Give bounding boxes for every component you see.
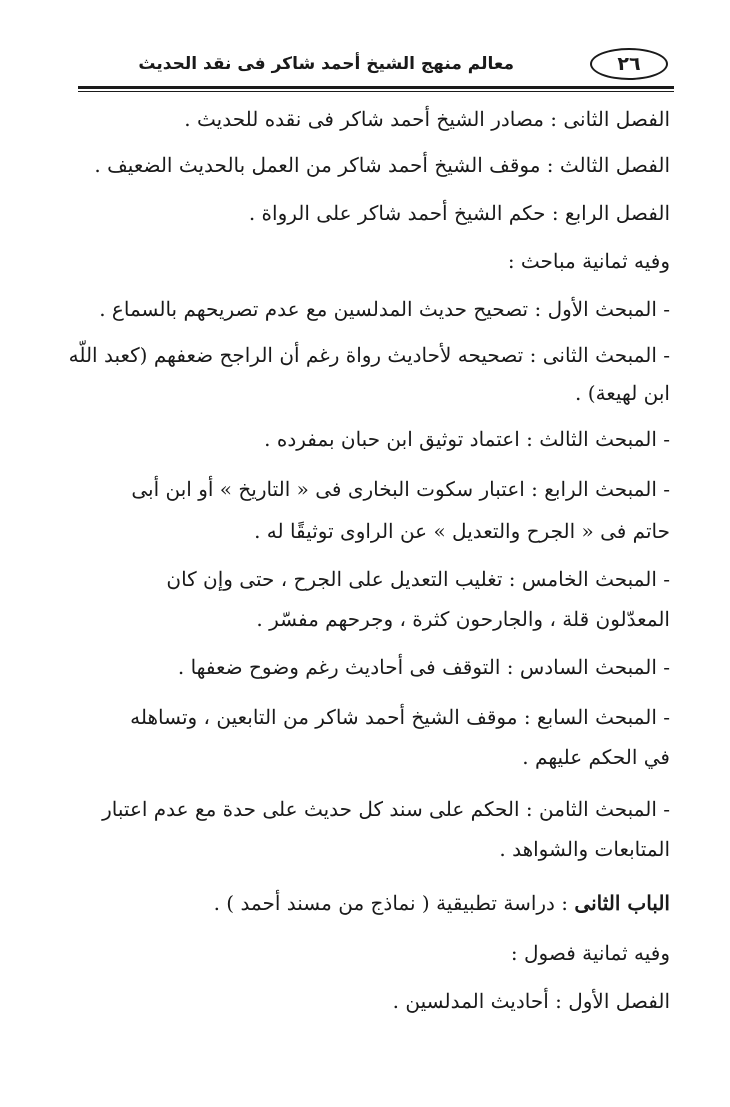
text-line: وفيه ثمانية فصول : — [510, 941, 670, 965]
page-header — [78, 46, 674, 86]
text-line: - المبحث الثانى : تصحيحه لأحاديث رواة رغم أن الراجح ضعفهم (كعبد اللّه — [68, 343, 670, 367]
header-rule-thin — [78, 91, 674, 92]
text-line: في الحكم عليهم . — [522, 745, 670, 769]
text-line: - المبحث الثامن : الحكم على سند كل حديث على حدة مع عدم اعتبار — [102, 797, 670, 821]
text-line: الفصل الرابع : حكم الشيخ أحمد شاكر على الرواة . — [248, 201, 670, 225]
header-rule-thick — [78, 86, 674, 89]
running-title: معالم منهج الشيخ أحمد شاكر فى نقد الحديث — [138, 54, 514, 74]
text-line: المعدّلون قلة ، والجارحون كثرة ، وجرحهم مفسّر . — [256, 607, 670, 631]
text-line: حاتم فى « الجرح والتعديل » عن الراوى توثيقًا له . — [254, 519, 670, 543]
bab-heading-line — [214, 888, 670, 918]
text-line: وفيه ثمانية مباحث : — [507, 249, 670, 273]
bab-label: الباب الثانى — [574, 891, 670, 915]
text-line: - المبحث الرابع : اعتبار سكوت البخارى فى « التاريخ » أو ابن أبى — [131, 477, 670, 501]
text-line: الفصل الثانى : مصادر الشيخ أحمد شاكر فى نقده للحديث . — [184, 107, 670, 131]
text-line: - المبحث الأول : تصحيح حديث المدلسين مع عدم تصريحهم بالسماع . — [99, 297, 670, 321]
text-line: - المبحث السادس : التوقف فى أحاديث رغم وضوح ضعفها . — [177, 655, 670, 679]
text-line: - المبحث السابع : موقف الشيخ أحمد شاكر من التابعين ، وتساهله — [130, 705, 670, 729]
text-line: الفصل الثالث : موقف الشيخ أحمد شاكر من العمل بالحديث الضعيف . — [94, 153, 670, 177]
text-line: المتابعات والشواهد . — [499, 837, 670, 861]
text-line: - المبحث الثالث : اعتماد توثيق ابن حبان بمفرده . — [264, 427, 670, 451]
text-line: الفصل الأول : أحاديث المدلسين . — [392, 989, 670, 1013]
bab-text: : دراسة تطبيقية ( نماذج من مسند أحمد ) . — [213, 891, 569, 915]
text-line: - المبحث الخامس : تغليب التعديل على الجرح ، حتى وإن كان — [166, 567, 670, 591]
page-number: ٢٦ — [590, 48, 668, 80]
text-line: ابن لهيعة) . — [575, 381, 670, 405]
